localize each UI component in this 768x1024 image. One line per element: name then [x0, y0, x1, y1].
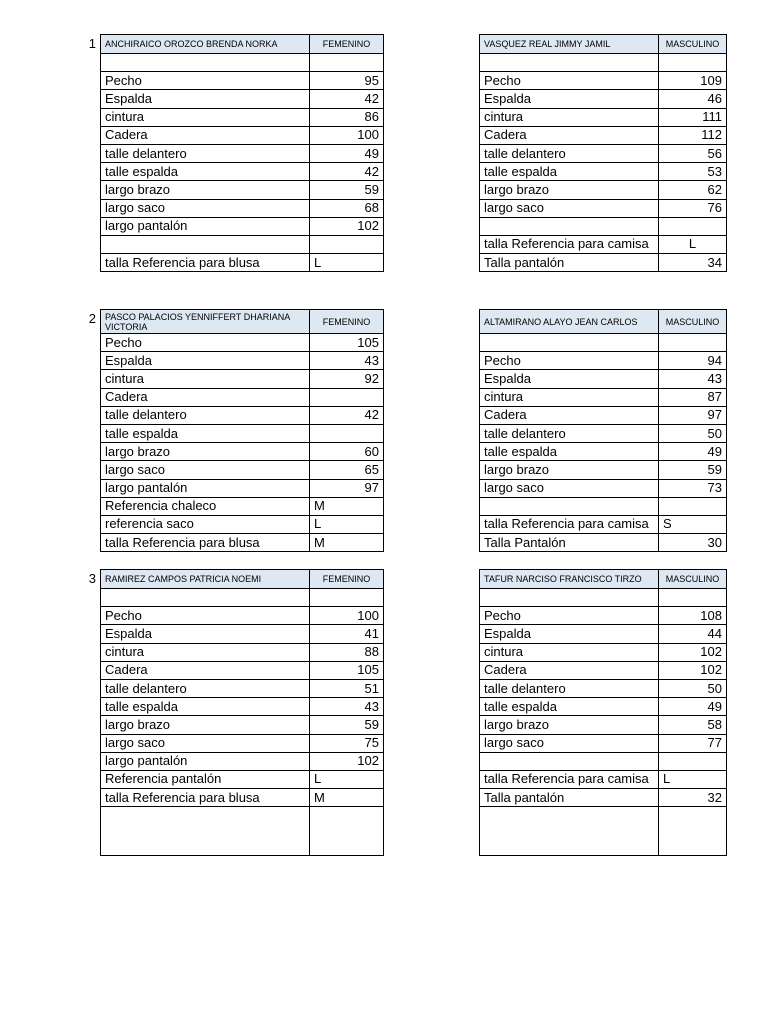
measurement-row — [480, 515, 727, 533]
measurement-value: 105 — [310, 334, 384, 352]
measurement-value: 62 — [659, 181, 727, 199]
measurement-label: Espalda — [101, 90, 310, 108]
gender-label: MASCULINO — [659, 35, 727, 54]
measurement-row — [480, 163, 727, 181]
measurement-row — [101, 461, 384, 479]
measurement-value: M — [310, 534, 384, 552]
measurement-value: 97 — [310, 479, 384, 497]
measurement-row — [101, 370, 384, 388]
person-name: ALTAMIRANO ALAYO JEAN CARLOS — [480, 310, 659, 334]
measurement-label — [480, 807, 659, 856]
measurement-value: 59 — [310, 181, 384, 199]
measurement-row — [480, 679, 727, 697]
measurement-label: Pecho — [101, 334, 310, 352]
measurement-value: L — [310, 254, 384, 272]
measurement-value: 44 — [659, 625, 727, 643]
measurement-row — [480, 734, 727, 752]
measurement-row — [480, 534, 727, 552]
measurement-value: 108 — [659, 607, 727, 625]
measurement-value — [310, 589, 384, 607]
measurement-label: largo saco — [101, 199, 310, 217]
measurement-value: L — [310, 770, 384, 788]
measurement-row — [480, 424, 727, 442]
record-number: 3 — [88, 571, 96, 586]
measurement-value — [659, 807, 727, 856]
measurement-value: 30 — [659, 534, 727, 552]
measurement-value: 100 — [310, 607, 384, 625]
measurement-row — [101, 698, 384, 716]
gender-label: MASCULINO — [659, 310, 727, 334]
measurement-label — [480, 334, 659, 352]
measurement-row — [480, 716, 727, 734]
measurement-value: 42 — [310, 163, 384, 181]
measurement-label: largo brazo — [480, 461, 659, 479]
measurement-label: Referencia chaleco — [101, 497, 310, 515]
measurement-row — [101, 661, 384, 679]
measurement-row — [480, 54, 727, 72]
record-number: 1 — [88, 36, 96, 51]
measurement-label: largo brazo — [480, 716, 659, 734]
measurement-row — [101, 443, 384, 461]
measurement-label: talle delantero — [101, 406, 310, 424]
measurement-row — [480, 789, 727, 807]
measurement-value — [659, 54, 727, 72]
measurement-value: 42 — [310, 90, 384, 108]
measurement-row — [101, 181, 384, 199]
measurement-row — [101, 589, 384, 607]
measurement-label: largo saco — [480, 199, 659, 217]
measurement-label: cintura — [101, 108, 310, 126]
measurement-label: talle espalda — [480, 443, 659, 461]
measurement-value: 102 — [310, 217, 384, 235]
measurement-label: largo saco — [480, 734, 659, 752]
measurement-row — [101, 807, 384, 856]
measurement-row — [101, 534, 384, 552]
measurement-row — [480, 181, 727, 199]
measurement-row — [101, 108, 384, 126]
measurement-value: 59 — [310, 716, 384, 734]
measurement-row — [101, 424, 384, 442]
measurement-label — [480, 589, 659, 607]
measurement-label: talla Referencia para camisa — [480, 515, 659, 533]
measurement-value: 76 — [659, 199, 727, 217]
measurement-row — [480, 108, 727, 126]
measurement-label: Talla pantalón — [480, 789, 659, 807]
measurement-value: L — [659, 235, 727, 253]
measurement-row — [480, 370, 727, 388]
measurement-row — [101, 235, 384, 253]
measurement-label: largo brazo — [101, 716, 310, 734]
measurement-row — [101, 497, 384, 515]
measurement-label: cintura — [480, 643, 659, 661]
measurement-row — [101, 643, 384, 661]
measurement-label: largo pantalón — [101, 217, 310, 235]
measurement-label: talle delantero — [480, 424, 659, 442]
measurement-label: talla Referencia para blusa — [101, 534, 310, 552]
record-number: 2 — [88, 311, 96, 326]
measurement-value: M — [310, 497, 384, 515]
measurement-row — [101, 479, 384, 497]
measurement-row — [480, 752, 727, 770]
measurement-row — [101, 679, 384, 697]
measurement-label: talle espalda — [101, 163, 310, 181]
measurement-label: cintura — [480, 108, 659, 126]
measurement-value: 112 — [659, 126, 727, 144]
measurement-label: Pecho — [480, 352, 659, 370]
measurement-label: Pecho — [480, 72, 659, 90]
person-name: VASQUEZ REAL JIMMY JAMIL — [480, 35, 659, 54]
measurement-value: 95 — [310, 72, 384, 90]
measurement-value: M — [310, 789, 384, 807]
measurement-label: largo saco — [101, 734, 310, 752]
measurement-label: talla Referencia para camisa — [480, 770, 659, 788]
measurement-row — [101, 388, 384, 406]
measurement-value — [310, 388, 384, 406]
measurement-row — [101, 734, 384, 752]
measurement-value: 88 — [310, 643, 384, 661]
measurement-row — [101, 515, 384, 533]
measurement-value: 51 — [310, 679, 384, 697]
measurement-value: 109 — [659, 72, 727, 90]
measurement-value: 68 — [310, 199, 384, 217]
person-name: TAFUR NARCISO FRANCISCO TIRZO — [480, 570, 659, 589]
measurement-row — [480, 807, 727, 856]
measurement-row — [101, 625, 384, 643]
measurement-label: Cadera — [101, 388, 310, 406]
measurement-row — [480, 589, 727, 607]
measurement-value: 32 — [659, 789, 727, 807]
measurement-value: S — [659, 515, 727, 533]
measurement-label: talla Referencia para blusa — [101, 789, 310, 807]
measurement-value: 86 — [310, 108, 384, 126]
measurement-label: largo saco — [480, 479, 659, 497]
measurement-row — [480, 607, 727, 625]
measurement-value — [310, 235, 384, 253]
measurement-label: talla Referencia para blusa — [101, 254, 310, 272]
measurement-label: talle espalda — [480, 163, 659, 181]
measurement-label — [480, 217, 659, 235]
measurement-label: largo pantalón — [101, 479, 310, 497]
measurement-value: 49 — [659, 698, 727, 716]
measurement-row — [101, 126, 384, 144]
measurement-value: 34 — [659, 254, 727, 272]
measurement-value: 102 — [310, 752, 384, 770]
measurement-label: talle delantero — [101, 679, 310, 697]
measurement-row — [480, 479, 727, 497]
measurement-value — [659, 217, 727, 235]
measurement-row — [480, 254, 727, 272]
measurement-label: talle espalda — [480, 698, 659, 716]
person-name: PASCO PALACIOS YENNIFFERT DHARIANA VICTORIA — [101, 310, 310, 334]
measurement-value: 42 — [310, 406, 384, 424]
measurement-row — [101, 716, 384, 734]
measurement-label: Cadera — [101, 126, 310, 144]
measurement-row — [101, 163, 384, 181]
measurement-row — [101, 406, 384, 424]
measurement-value: 65 — [310, 461, 384, 479]
measurement-row — [480, 334, 727, 352]
measurement-value: L — [310, 515, 384, 533]
measurement-row — [480, 388, 727, 406]
measurement-label — [480, 54, 659, 72]
measurement-label: largo brazo — [480, 181, 659, 199]
measurement-value: 102 — [659, 643, 727, 661]
measurement-label — [101, 807, 310, 856]
measurement-value: 73 — [659, 479, 727, 497]
measurement-value — [659, 497, 727, 515]
measurement-value: 53 — [659, 163, 727, 181]
measurement-value: 94 — [659, 352, 727, 370]
measurement-value — [659, 334, 727, 352]
measurement-row — [101, 217, 384, 235]
measurement-value: 105 — [310, 661, 384, 679]
measurement-label: Espalda — [101, 352, 310, 370]
measurement-label: talle delantero — [480, 144, 659, 162]
measurement-label: Cadera — [101, 661, 310, 679]
measurement-row — [101, 72, 384, 90]
measurement-value: 43 — [659, 370, 727, 388]
measurement-row — [480, 497, 727, 515]
measurement-value: 49 — [310, 144, 384, 162]
measurement-value — [310, 424, 384, 442]
measurement-label: largo saco — [101, 461, 310, 479]
measurement-label: largo brazo — [101, 443, 310, 461]
measurement-label: Talla pantalón — [480, 254, 659, 272]
measurement-value: L — [659, 770, 727, 788]
measurement-row — [101, 199, 384, 217]
measurement-value: 102 — [659, 661, 727, 679]
measurement-label: Espalda — [480, 90, 659, 108]
measurement-value: 92 — [310, 370, 384, 388]
measurement-row — [101, 607, 384, 625]
measurement-row — [101, 334, 384, 352]
measurement-label: talle espalda — [101, 698, 310, 716]
measurement-label: largo pantalón — [101, 752, 310, 770]
measurement-value: 87 — [659, 388, 727, 406]
measurement-value — [310, 807, 384, 856]
measurement-value: 100 — [310, 126, 384, 144]
gender-label: MASCULINO — [659, 570, 727, 589]
measurement-value: 46 — [659, 90, 727, 108]
measurement-value — [659, 752, 727, 770]
measurement-row — [480, 90, 727, 108]
measurement-row — [480, 235, 727, 253]
measurement-row — [480, 443, 727, 461]
measurement-row — [101, 770, 384, 788]
measurement-label: Referencia pantalón — [101, 770, 310, 788]
measurement-value: 56 — [659, 144, 727, 162]
measurement-label — [101, 235, 310, 253]
measurement-value: 41 — [310, 625, 384, 643]
measurement-row — [480, 698, 727, 716]
measurement-label: Pecho — [101, 72, 310, 90]
measurement-row — [480, 406, 727, 424]
measurement-label — [101, 589, 310, 607]
measurement-label: talle espalda — [101, 424, 310, 442]
measurement-value — [659, 589, 727, 607]
measurement-label: cintura — [101, 643, 310, 661]
measurement-row — [480, 217, 727, 235]
measurement-label: Espalda — [480, 370, 659, 388]
gender-label: FEMENINO — [310, 570, 384, 589]
measurement-row — [480, 352, 727, 370]
measurement-row — [480, 770, 727, 788]
measurement-value: 43 — [310, 698, 384, 716]
measurement-label: Cadera — [480, 661, 659, 679]
measurement-label: cintura — [480, 388, 659, 406]
measurement-value: 75 — [310, 734, 384, 752]
measurement-label: Cadera — [480, 406, 659, 424]
measurement-value: 58 — [659, 716, 727, 734]
measurement-label: Espalda — [480, 625, 659, 643]
measurement-label: cintura — [101, 370, 310, 388]
measurement-table-left — [100, 309, 384, 552]
measurement-table-right — [479, 569, 727, 856]
measurement-label — [480, 497, 659, 515]
measurement-table-right — [479, 34, 727, 272]
measurement-row — [101, 254, 384, 272]
measurement-row — [101, 352, 384, 370]
measurement-row — [101, 752, 384, 770]
measurement-label: talle delantero — [101, 144, 310, 162]
measurement-row — [480, 144, 727, 162]
measurement-label: largo brazo — [101, 181, 310, 199]
measurement-value: 111 — [659, 108, 727, 126]
measurement-value: 43 — [310, 352, 384, 370]
measurement-value: 50 — [659, 424, 727, 442]
measurement-row — [480, 661, 727, 679]
measurement-row — [101, 90, 384, 108]
measurement-label: Cadera — [480, 126, 659, 144]
measurement-value: 59 — [659, 461, 727, 479]
measurement-value: 49 — [659, 443, 727, 461]
measurement-value: 97 — [659, 406, 727, 424]
measurement-label: Talla Pantalón — [480, 534, 659, 552]
measurement-table-left — [100, 569, 384, 856]
measurement-label: talle delantero — [480, 679, 659, 697]
person-name: ANCHIRAICO OROZCO BRENDA NORKA — [101, 35, 310, 54]
measurement-label — [480, 752, 659, 770]
measurement-row — [480, 126, 727, 144]
measurement-label: Pecho — [101, 607, 310, 625]
measurement-value: 77 — [659, 734, 727, 752]
measurement-label: talla Referencia para camisa — [480, 235, 659, 253]
gender-label: FEMENINO — [310, 310, 384, 334]
measurement-row — [480, 625, 727, 643]
gender-label: FEMENINO — [310, 35, 384, 54]
measurement-label: referencia saco — [101, 515, 310, 533]
measurement-value: 60 — [310, 443, 384, 461]
measurement-label — [101, 54, 310, 72]
measurement-label: Pecho — [480, 607, 659, 625]
measurement-value — [310, 54, 384, 72]
measurement-row — [101, 54, 384, 72]
measurement-row — [480, 72, 727, 90]
measurement-label: Espalda — [101, 625, 310, 643]
measurement-row — [480, 461, 727, 479]
measurement-row — [480, 643, 727, 661]
measurement-row — [101, 144, 384, 162]
measurement-row — [101, 789, 384, 807]
person-name: RAMIREZ CAMPOS PATRICIA NOEMI — [101, 570, 310, 589]
measurement-table-right — [479, 309, 727, 552]
measurement-table-left — [100, 34, 384, 272]
measurement-value: 50 — [659, 679, 727, 697]
measurement-row — [480, 199, 727, 217]
